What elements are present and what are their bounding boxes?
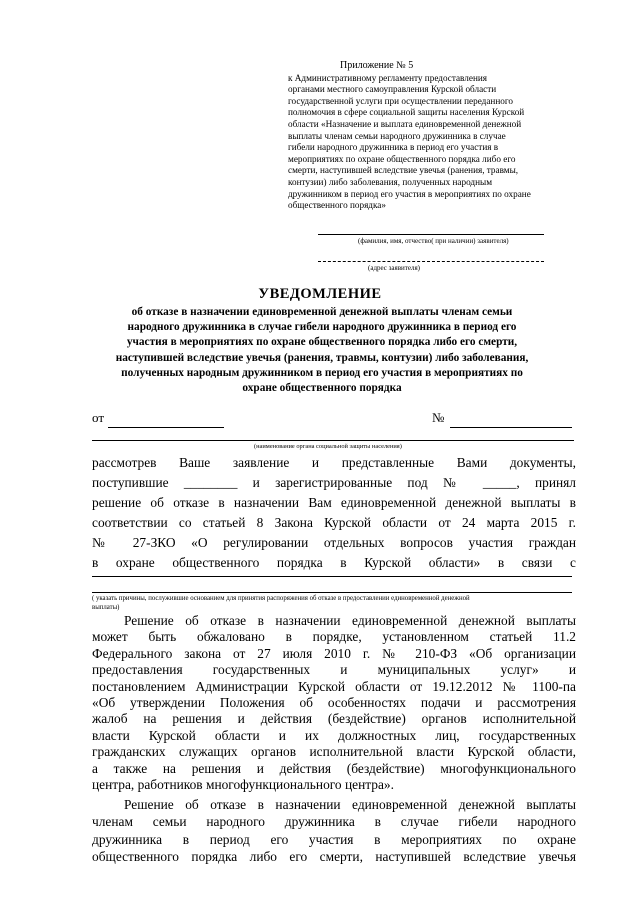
appendix-line: смерти, наступившей вследствие увечья (ранения, травмы,: [288, 165, 519, 176]
number-field-line: [450, 427, 572, 428]
notice-title: УВЕДОМЛЕНИЕ: [258, 286, 382, 302]
paragraph-line: центра, работников многофункционального центра».: [92, 777, 394, 793]
appendix-line: дружинником в период его участия в мероприятиях по охране: [288, 188, 531, 199]
subtitle-line: народного дружинника в случае гибели народного дружинника в период его: [127, 321, 517, 334]
paragraph-line: поступившие ________ и зарегистрированные под № _____, принял: [92, 475, 576, 490]
caption-line: выплаты): [92, 604, 120, 611]
reason-field-line: [92, 592, 572, 593]
appendix-line: гибели народного дружинника в период его участия в: [288, 142, 499, 153]
appendix-line: общественного порядка»: [288, 200, 386, 211]
paragraph-line: предоставления государственных и муниципальных услуг» и: [92, 662, 576, 678]
subtitle-line: полученных народным дружинником в период его участия в мероприятиях по: [121, 366, 523, 379]
appendix-line: к Административному регламенту предоставления: [288, 72, 487, 83]
date-label: от: [92, 410, 105, 425]
number-label: №: [432, 410, 445, 425]
paragraph-line: решение об отказе в назначении Вам единовременной денежной выплаты в: [92, 495, 576, 510]
org-caption: (наименование органа социальной защиты населения): [254, 443, 402, 450]
paragraph-line: может быть обжаловано в порядке, установленном статьей 11.2: [92, 629, 576, 645]
org-field-line: [92, 440, 574, 441]
paragraph-line: власти Курской области и их должностных лиц, государственных: [92, 727, 576, 743]
paragraph-line: а также на решения и действия (бездействие) многофункционального: [92, 760, 576, 776]
paragraph-line: в охране общественного порядка в Курской области» в связи с: [92, 555, 576, 570]
paragraph-line: соответствии со статьей 8 Закона Курской области от 24 марта 2015 г.: [92, 515, 576, 530]
paragraph-line: Решение об отказе в назначении единовременной денежной выплаты: [124, 613, 576, 628]
applicant-name-caption: (фамилия, имя, отчество( при наличии) заявителя): [358, 237, 509, 245]
paragraph-line: дружинника в период его участия в мероприятиях по охране: [92, 831, 576, 847]
appendix-line: мероприятиях по охране общественного порядка либо его: [288, 153, 516, 164]
subtitle-line: охране общественного порядка: [242, 382, 402, 395]
applicant-address-caption: (адрес заявителя): [368, 264, 420, 272]
closing-paragraph: [92, 796, 576, 866]
appendix-line: государственной услуги при осуществлении переданного: [288, 95, 513, 106]
paragraph-line: общественного порядка либо его смерти, наступившей вследствие увечья: [92, 849, 576, 865]
paragraph-line: Решение об отказе в назначении единовременной денежной выплаты: [124, 797, 576, 812]
appendix-line: полномочия в сфере социальной защиты населения Курской: [288, 107, 525, 118]
paragraph-line: рассмотрев Ваше заявление и представленные Вами документы,: [92, 455, 576, 470]
appendix-line: выплаты членам семьи народного дружинника в случае: [288, 130, 506, 141]
paragraph-line: жалоб на решения и действия (бездействие) органов исполнительной: [92, 711, 576, 727]
notice-subtitle: [92, 305, 552, 396]
paragraph-line: № 27-ЗКО «О регулировании отдельных вопросов участия граждан: [92, 535, 576, 550]
decision-paragraph: [92, 453, 576, 573]
subtitle-line: об отказе в назначении единовременной денежной выплаты членам семьи: [131, 306, 513, 318]
caption-line: ( указать причины, послужившие основанием для принятия распоряжения об отказе в предоставлении единовременной денежной: [92, 595, 470, 602]
subtitle-line: участия в мероприятиях по охране общественного порядка либо его смерти,: [126, 336, 518, 349]
paragraph-line: «Об утверждении Положения об особенностях подачи и рассмотрения: [92, 695, 576, 711]
applicant-address-line: [318, 261, 544, 262]
appendix-title: Приложение № 5: [340, 60, 414, 71]
appeal-paragraph: [92, 613, 576, 793]
appendix-line: контузии) либо заболевания, полученных народным: [288, 176, 493, 187]
paragraph-line: Федерального закона от 27 июля 2010 г. № 210-ФЗ «Об организации: [92, 645, 576, 661]
appendix-block: [288, 60, 588, 212]
date-field-line: [108, 427, 224, 428]
paragraph-line: гражданских служащих органов исполнительной власти Курской области,: [92, 744, 576, 760]
reason-caption: [92, 594, 582, 612]
paragraph-line: постановлением Администрации Курской области от 19.12.2012 № 1100-па: [92, 678, 576, 694]
reason-field-line: [92, 576, 572, 577]
paragraph-line: членам семьи народного дружинника в случае гибели народного: [92, 814, 576, 830]
applicant-name-line: [318, 234, 544, 235]
subtitle-line: наступившей вследствие увечья (ранения, травмы, контузии) либо заболевания,: [115, 351, 529, 364]
appendix-line: области «Назначение и выплата единовременной денежной: [288, 118, 522, 129]
appendix-line: органами местного самоуправления Курской области: [288, 84, 497, 95]
